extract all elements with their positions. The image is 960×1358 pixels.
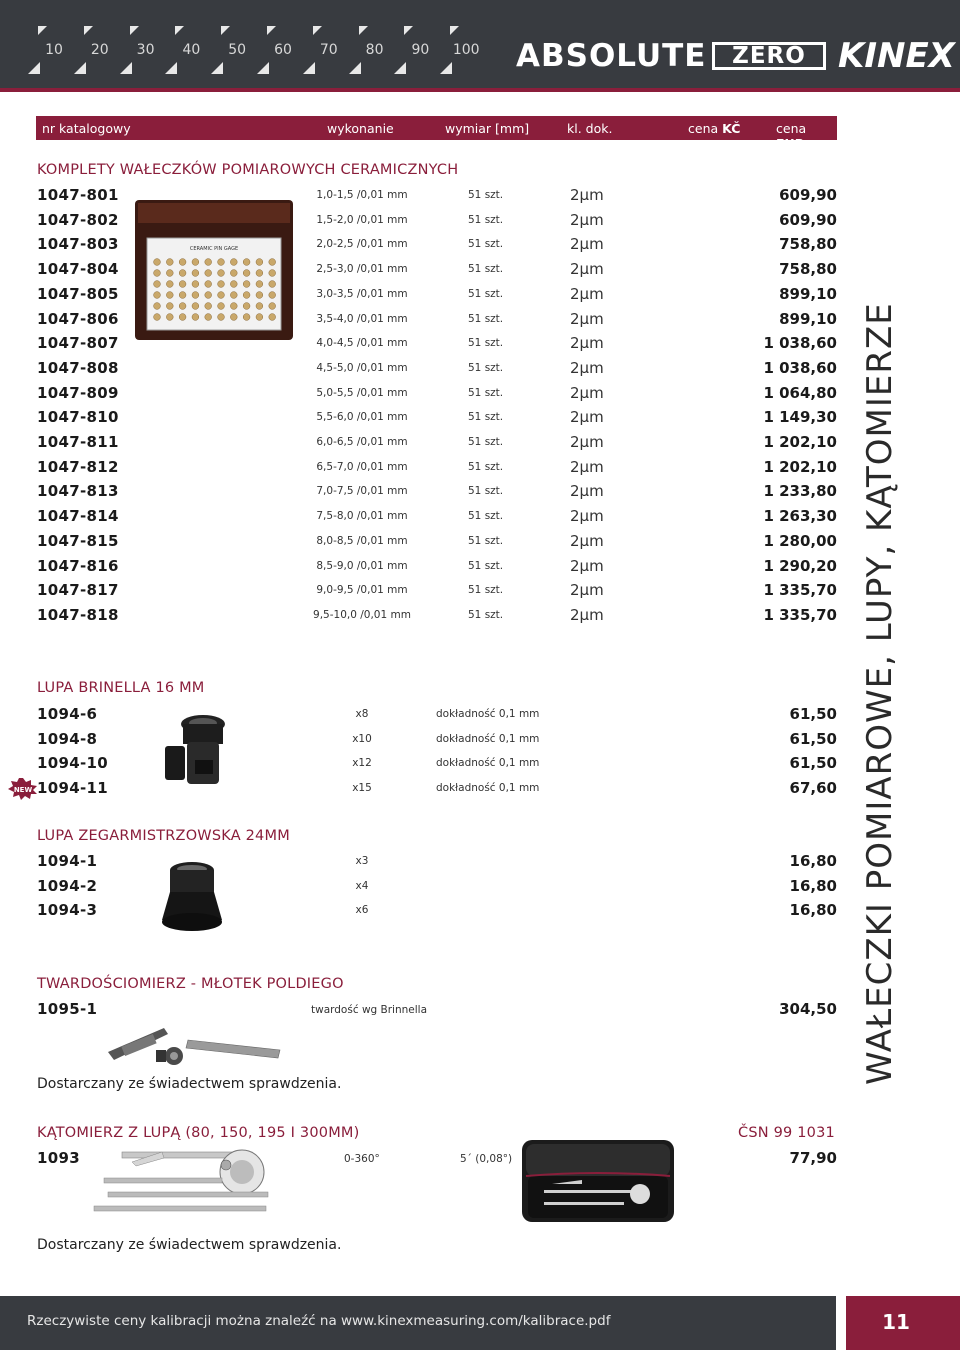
price: 758,80 xyxy=(779,260,837,279)
col-variant: wykonanie xyxy=(327,121,394,136)
range-value: 2,0-2,5 /0,01 mm xyxy=(316,238,408,251)
price: 1 149,30 xyxy=(763,408,837,427)
catalog-code: 1095-1 xyxy=(37,1000,98,1018)
catalog-code: 1047-814 xyxy=(37,507,119,526)
hardness-note: Dostarczany ze świadectwem sprawdzenia. xyxy=(37,1076,342,1092)
price: 1 064,80 xyxy=(763,383,837,402)
table-row xyxy=(0,532,960,556)
accuracy-class-value: 2µm xyxy=(570,408,604,427)
catalog-code: 1047-817 xyxy=(37,581,119,600)
accuracy-class-value: 2µm xyxy=(570,581,604,600)
scale-number: 40 xyxy=(182,42,201,58)
column-header-bar xyxy=(36,116,837,151)
price: 77,90 xyxy=(789,1149,837,1167)
scale-number: 20 xyxy=(90,42,109,58)
catalog-code: 1094-6 xyxy=(37,705,98,723)
table-row xyxy=(0,384,960,408)
price: 16,80 xyxy=(789,852,837,870)
scale-tick-top-icon xyxy=(221,26,230,35)
scale-tick-bottom-icon xyxy=(28,62,40,74)
magnification-value: x12 xyxy=(352,757,372,770)
accuracy-class-value: 2µm xyxy=(570,235,604,254)
catalog-code: 1093 xyxy=(37,1149,80,1167)
table-row xyxy=(0,285,960,309)
range-value: 3,0-3,5 /0,01 mm xyxy=(316,287,408,300)
col-price-czk xyxy=(688,121,740,136)
range-value: 6,0-6,5 /0,01 mm xyxy=(316,436,408,448)
scale-tick-top-icon xyxy=(267,26,276,35)
quantity-value: 51 szt. xyxy=(468,559,504,572)
table-row xyxy=(0,852,960,876)
range-value: 7,0-7,5 /0,01 mm xyxy=(316,485,408,498)
col-price-eur xyxy=(776,121,837,151)
catalog-code: 1047-818 xyxy=(37,605,119,624)
scale-tick-bottom-icon xyxy=(394,62,406,74)
accuracy-class-value: 2µm xyxy=(570,186,604,204)
price: 304,50 xyxy=(779,1000,837,1018)
price: 61,50 xyxy=(789,705,837,723)
price: 1 202,10 xyxy=(763,457,837,476)
price: 1 038,60 xyxy=(763,334,837,353)
accuracy-class-value: 2µm xyxy=(570,383,604,402)
accuracy-value: dokładność 0,1 mm xyxy=(436,708,540,720)
quantity-value: 51 szt. xyxy=(468,485,504,498)
scale-number: 30 xyxy=(136,42,155,58)
scale-tick-top-icon xyxy=(175,26,184,35)
angle-range: 0-360° xyxy=(344,1153,380,1165)
protractor-case-image xyxy=(522,1140,674,1222)
scale-number: 70 xyxy=(319,42,338,58)
price: 758,80 xyxy=(779,235,837,254)
col-catalog: nr katalogowy xyxy=(42,121,131,136)
scale-tick-bottom-icon xyxy=(349,62,361,74)
scale-tick-top-icon xyxy=(404,26,413,35)
table-row xyxy=(0,458,960,482)
accuracy-class-value: 2µm xyxy=(570,210,604,229)
accuracy-class-value: 2µm xyxy=(570,433,604,451)
side-category-title: WAŁECZKI POMIAROWE, LUPY, KĄTOMIERZE xyxy=(860,302,900,1085)
catalog-code: 1047-801 xyxy=(37,186,119,204)
quantity-value: 51 szt. xyxy=(468,411,504,424)
table-row xyxy=(0,186,960,210)
accuracy-class-value: 2µm xyxy=(570,482,604,501)
catalog-code: 1047-809 xyxy=(37,383,119,402)
col-price-czk-unit: KČ xyxy=(722,121,741,136)
range-value: 4,0-4,5 /0,01 mm xyxy=(316,337,408,350)
catalog-code: 1047-808 xyxy=(37,358,119,377)
magnification-value: x3 xyxy=(355,855,369,867)
catalog-code: 1094-10 xyxy=(37,754,108,773)
table-row xyxy=(0,779,960,803)
catalog-code: 1047-806 xyxy=(37,309,119,328)
section-title-hardness: TWARDOŚCIOMIERZ - MŁOTEK POLDIEGO xyxy=(37,976,344,992)
table-row xyxy=(0,705,960,729)
scale-tick-bottom-icon xyxy=(211,62,223,74)
price: 61,50 xyxy=(789,729,837,748)
accuracy-class-value: 2µm xyxy=(570,334,604,353)
scale-tick-bottom-icon xyxy=(303,62,315,74)
price: 899,10 xyxy=(779,309,837,328)
quantity-value: 51 szt. xyxy=(468,584,504,597)
scale-tick-bottom-icon xyxy=(440,62,452,74)
table-row xyxy=(0,606,960,630)
quantity-value: 51 szt. xyxy=(468,436,504,448)
catalog-code: 1047-813 xyxy=(37,482,119,501)
price: 1 335,70 xyxy=(763,605,837,624)
range-value: 2,5-3,0 /0,01 mm xyxy=(316,263,408,276)
catalog-code: 1094-3 xyxy=(37,901,98,920)
scale-tick-top-icon xyxy=(450,26,459,35)
table-row xyxy=(0,408,960,432)
quantity-value: 51 szt. xyxy=(468,534,504,547)
table-row xyxy=(0,211,960,235)
accuracy-class-value: 2µm xyxy=(570,309,604,328)
price: 1 202,10 xyxy=(763,433,837,451)
section-title-ceramic: KOMPLETY WAŁECZKÓW POMIAROWYCH CERAMICZNYCH xyxy=(37,162,459,178)
quantity-value: 51 szt. xyxy=(468,287,504,300)
price: 16,80 xyxy=(789,876,837,895)
catalog-code: 1047-812 xyxy=(37,457,119,476)
magnification-value: x10 xyxy=(352,732,372,745)
table-row xyxy=(0,901,960,925)
table-row xyxy=(0,433,960,457)
accuracy-class-value: 2µm xyxy=(570,556,604,575)
protractor-standard: ČSN 99 1031 xyxy=(738,1125,835,1141)
scale-tick-bottom-icon xyxy=(165,62,177,74)
price: 1 290,20 xyxy=(763,556,837,575)
catalog-code: 1047-810 xyxy=(37,408,119,427)
col-price-czk-prefix: cena xyxy=(688,121,723,136)
table-row xyxy=(0,310,960,334)
section-title-brinell: LUPA BRINELLA 16 MM xyxy=(37,680,205,696)
quantity-value: 51 szt. xyxy=(468,312,504,325)
table-row xyxy=(0,557,960,581)
price: 1 263,30 xyxy=(763,507,837,526)
magnification-value: x6 xyxy=(355,904,369,917)
price: 609,90 xyxy=(779,210,837,229)
protractor-note: Dostarczany ze świadectwem sprawdzenia. xyxy=(37,1237,342,1253)
accuracy-class-value: 2µm xyxy=(570,507,604,526)
accuracy-class-value: 2µm xyxy=(570,531,604,550)
range-value: 9,5-10,0 /0,01 mm xyxy=(313,608,411,621)
col-accuracy-class: kl. dok. xyxy=(567,121,613,136)
price: 1 335,70 xyxy=(763,581,837,600)
footer-calibration-note: Rzeczywiste ceny kalibracji można znaleźć na www.kinexmeasuring.com/kalibrace.pdf xyxy=(27,1313,611,1329)
quantity-value: 51 szt. xyxy=(468,386,504,399)
range-value: 8,5-9,0 /0,01 mm xyxy=(316,559,408,572)
quantity-value: 51 szt. xyxy=(468,189,504,201)
range-value: 8,0-8,5 /0,01 mm xyxy=(316,534,408,547)
range-value: 7,5-8,0 /0,01 mm xyxy=(316,510,408,523)
catalog-code: 1047-807 xyxy=(37,334,119,353)
brand-absolute-logo: ABSOLUTE xyxy=(516,38,707,74)
range-value: 3,5-4,0 /0,01 mm xyxy=(316,312,408,325)
scale-number: 10 xyxy=(45,42,63,58)
accuracy-class-value: 2µm xyxy=(570,358,604,377)
quantity-value: 51 szt. xyxy=(468,460,504,473)
range-value: 4,5-5,0 /0,01 mm xyxy=(316,361,408,374)
catalog-code: 1094-8 xyxy=(37,729,98,748)
magnification-value: x15 xyxy=(352,782,372,795)
scale-tick-top-icon xyxy=(38,26,47,35)
scale-tick-bottom-icon xyxy=(257,62,269,74)
price: 1 280,00 xyxy=(763,531,837,550)
quantity-value: 51 szt. xyxy=(468,337,504,350)
table-row xyxy=(0,260,960,284)
price: 61,50 xyxy=(789,754,837,773)
scale-tick-top-icon xyxy=(130,26,139,35)
scale-tick-bottom-icon xyxy=(120,62,132,74)
case-label: CERAMIC PIN GAGE xyxy=(189,246,239,252)
scale-number: 90 xyxy=(411,42,430,58)
quantity-value: 51 szt. xyxy=(468,263,504,276)
quantity-value: 51 szt. xyxy=(468,608,504,621)
accuracy-class-value: 2µm xyxy=(570,260,604,279)
catalog-code: 1047-805 xyxy=(37,284,119,303)
scale-number: 50 xyxy=(228,42,247,58)
table-row xyxy=(0,730,960,754)
accuracy-value: dokładność 0,1 mm xyxy=(436,757,540,770)
magnification-value: x4 xyxy=(355,879,369,892)
description: twardość wg Brinnella xyxy=(311,1004,428,1016)
scale-tick-top-icon xyxy=(313,26,322,35)
accuracy-value: dokładność 0,1 mm xyxy=(436,782,540,795)
poldi-hammer-image xyxy=(104,1020,282,1068)
catalog-code: 1047-816 xyxy=(37,556,119,575)
table-row xyxy=(0,235,960,259)
brand-zero-logo: ZERO xyxy=(712,42,826,70)
catalog-code: 1094-1 xyxy=(37,852,98,870)
protractor-blades-image xyxy=(92,1140,272,1218)
catalog-code: 1047-804 xyxy=(37,260,119,279)
new-badge-label: NEW xyxy=(13,786,33,794)
catalog-code: 1047-815 xyxy=(37,531,119,550)
catalog-code: 1094-11 xyxy=(37,779,108,798)
price: 899,10 xyxy=(779,284,837,303)
accuracy-class-value: 2µm xyxy=(570,284,604,303)
quantity-value: 51 szt. xyxy=(468,213,504,226)
table-row xyxy=(0,359,960,383)
section-title-watchmaker: LUPA ZEGARMISTRZOWSKA 24MM xyxy=(37,828,290,844)
section-title-protractor: KĄTOMIERZ Z LUPĄ (80, 150, 195 I 300MM) xyxy=(37,1125,360,1141)
accuracy-value: dokładność 0,1 mm xyxy=(436,732,540,745)
range-value: 1,0-1,5 /0,01 mm xyxy=(316,189,408,201)
range-value: 5,0-5,5 /0,01 mm xyxy=(316,386,408,399)
magnification-value: x8 xyxy=(355,708,369,720)
brand-kinex-logo: KINEX xyxy=(838,36,955,76)
scale-number: 60 xyxy=(274,42,292,58)
col-dimension: wymiar [mm] xyxy=(445,121,530,136)
catalog-code: 1047-803 xyxy=(37,235,119,254)
scale-tick-top-icon xyxy=(84,26,93,35)
range-value: 6,5-7,0 /0,01 mm xyxy=(316,460,408,473)
price: 609,90 xyxy=(779,186,837,204)
price: 16,80 xyxy=(789,901,837,920)
price: 1 233,80 xyxy=(763,482,837,501)
col-price-eur-unit: EUR xyxy=(776,136,805,151)
quantity-value: 51 szt. xyxy=(468,238,504,251)
accuracy-class-value: 2µm xyxy=(570,457,604,476)
header-accent-stripe xyxy=(0,88,960,92)
page-number: 11 xyxy=(882,1310,910,1334)
quantity-value: 51 szt. xyxy=(468,361,504,374)
col-price-eur-prefix: cena xyxy=(776,121,807,136)
price: 1 038,60 xyxy=(763,358,837,377)
range-value: 9,0-9,5 /0,01 mm xyxy=(316,584,408,597)
table-row xyxy=(0,507,960,531)
table-row xyxy=(0,482,960,506)
table-row xyxy=(0,877,960,901)
accuracy-class-value: 2µm xyxy=(570,605,604,624)
scale-tick-top-icon xyxy=(359,26,368,35)
quantity-value: 51 szt. xyxy=(468,510,504,523)
catalog-code: 1094-2 xyxy=(37,876,98,895)
scale-number: 80 xyxy=(365,42,384,58)
price: 67,60 xyxy=(789,779,837,798)
resolution: 5´ (0,08°) xyxy=(460,1153,513,1165)
scale-number: 100 xyxy=(452,42,480,58)
scale-tick-bottom-icon xyxy=(74,62,86,74)
range-value: 5,5-6,0 /0,01 mm xyxy=(316,411,408,424)
table-row xyxy=(0,581,960,605)
range-value: 1,5-2,0 /0,01 mm xyxy=(316,213,408,226)
table-row xyxy=(0,754,960,778)
catalog-code: 1047-802 xyxy=(37,210,119,229)
catalog-code: 1047-811 xyxy=(37,433,119,451)
table-row xyxy=(0,334,960,358)
